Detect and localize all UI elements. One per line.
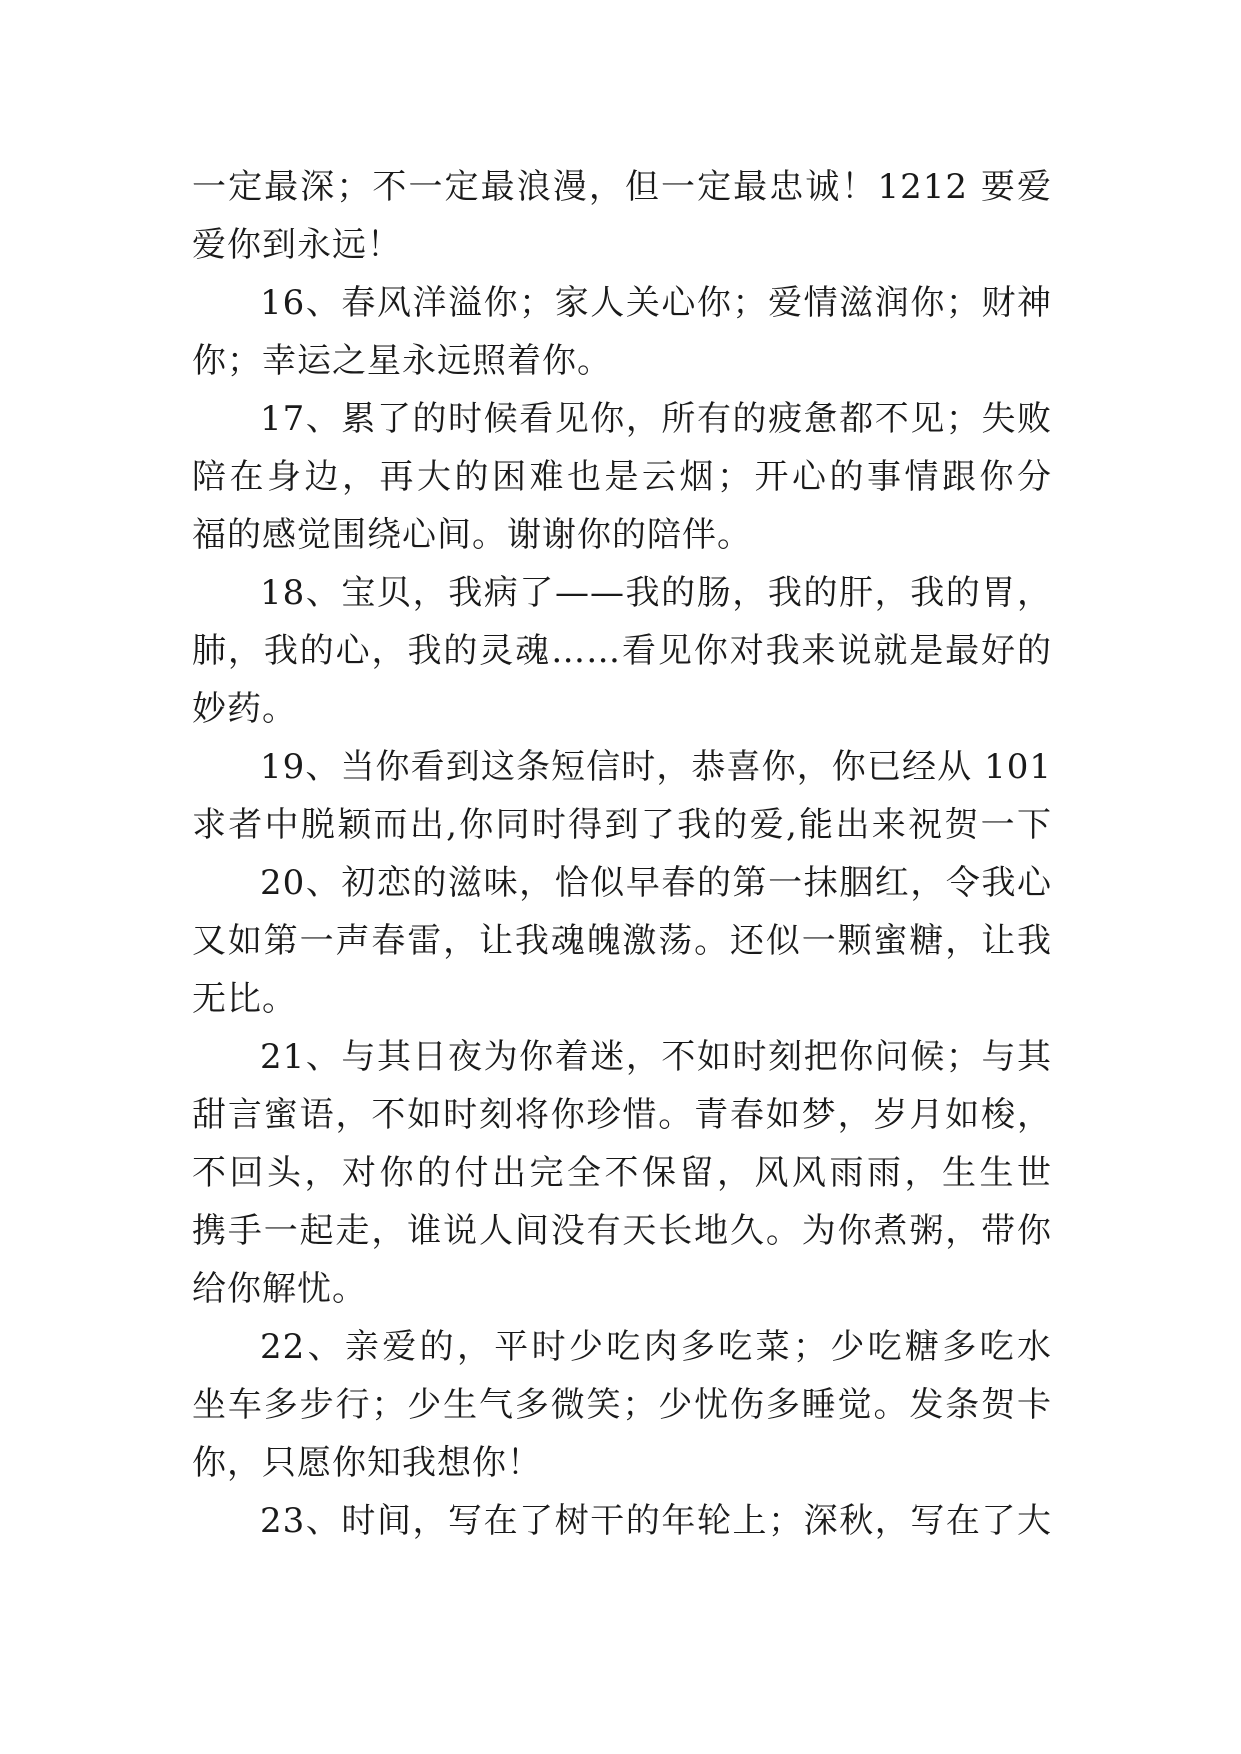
text-line: 爱你到永远！ [192, 225, 402, 265]
text-line: 又如第一声春雷，让我魂魄激荡。还似一颗蜜糖，让我 [192, 921, 1052, 961]
text-line: 16、春风洋溢你；家人关心你；爱情滋润你；财神 [260, 283, 1052, 323]
text-line: 肺，我的心，我的灵魂……看见你对我来说就是最好的 [192, 631, 1052, 671]
text-line: 19、当你看到这条短信时，恭喜你，你已经从 101 [260, 747, 1052, 787]
text-line: 无比。 [192, 979, 297, 1019]
text-line: 求者中脱颖而出,你同时得到了我的爱,能出来祝贺一下 [192, 805, 1052, 845]
text-line: 携手一起走，谁说人间没有天长地久。为你煮粥，带你 [192, 1211, 1052, 1251]
text-line: 福的感觉围绕心间。谢谢你的陪伴。 [192, 515, 752, 555]
text-line: 不回头，对你的付出完全不保留，风风雨雨，生生世 [192, 1153, 1052, 1193]
text-line: 甜言蜜语，不如时刻将你珍惜。青春如梦，岁月如梭， [192, 1095, 1052, 1135]
text-line: 你，只愿你知我想你！ [192, 1443, 542, 1483]
text-line: 你；幸运之星永远照着你。 [192, 341, 612, 381]
text-line: 一定最深；不一定最浪漫，但一定最忠诚！1212 要爱 [192, 167, 1052, 207]
text-line: 坐车多步行；少生气多微笑；少忧伤多睡觉。发条贺卡 [192, 1385, 1052, 1425]
text-line: 21、与其日夜为你着迷，不如时刻把你问候；与其 [260, 1037, 1052, 1077]
text-line: 17、累了的时候看见你，所有的疲惫都不见；失败 [260, 399, 1052, 439]
text-line: 陪在身边，再大的困难也是云烟；开心的事情跟你分 [192, 457, 1052, 497]
text-line: 20、初恋的滋味，恰似早春的第一抹胭红，令我心 [260, 863, 1052, 903]
text-line: 23、时间，写在了树干的年轮上；深秋，写在了大 [260, 1501, 1052, 1541]
text-line: 给你解忧。 [192, 1269, 367, 1309]
document-body [192, 158, 1052, 1550]
text-line: 妙药。 [192, 689, 297, 729]
text-line: 22、亲爱的，平时少吃肉多吃菜；少吃糖多吃水 [260, 1327, 1052, 1367]
text-line: 18、宝贝，我病了——我的肠，我的肝，我的胃， [260, 573, 1052, 613]
